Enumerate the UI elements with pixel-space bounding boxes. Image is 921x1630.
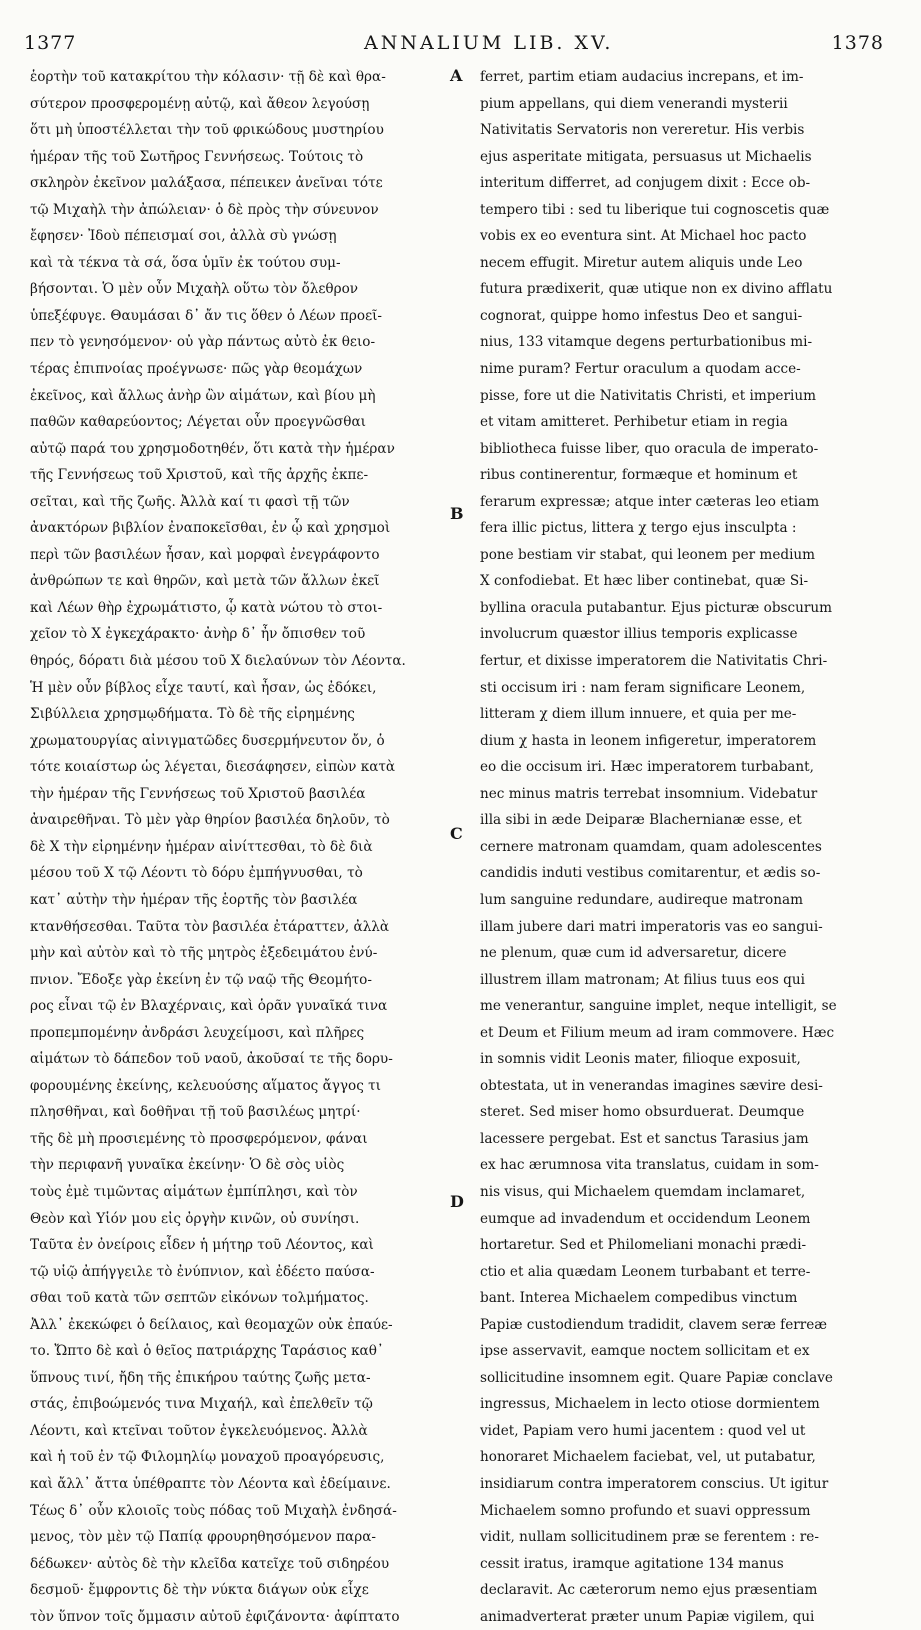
greek-text-line: ἡμέραν τῆς τοῦ Σωτῆρος Γεννήσεως. Τούτοις τὸ xyxy=(30,148,364,165)
latin-text-line: Nativitatis Servatoris non vereretur. His verbis xyxy=(480,122,805,139)
greek-text-line: Σιβύλλεια χρησμῳδήματα. Τὸ δὲ τῆς εἰρημένης xyxy=(30,706,355,723)
latin-text-line: pone bestiam vir stabat, qui leonem per medium xyxy=(480,546,816,563)
latin-text-line: me venerantur, sanguine implet, neque intelligit, se xyxy=(480,998,837,1015)
latin-text-line: bibliotheca fuisse liber, quo oracula de imperato- xyxy=(480,440,819,457)
greek-text-line: χεῖον τὸ Χ ἐγκεχάρακτο· ἀνὴρ δ᾽ ἦν ὄπισθεν τοῦ xyxy=(30,626,366,643)
greek-text-line: καὶ ἡ τοῦ ἐν τῷ Φιλομηλίῳ μοναχοῦ προαγόρευσις, xyxy=(30,1449,385,1466)
greek-text-column xyxy=(30,64,448,1625)
greek-text-line: Ταῦτα ἐν ὀνείροις εἶδεν ἡ μήτηρ τοῦ Λέοντος, καὶ xyxy=(30,1237,374,1254)
latin-text-line: ferarum expressæ; atque inter cæteras leo etiam xyxy=(480,493,820,510)
greek-text-line: στάς, ἐπιβοώμενός τινα Μιχαήλ, καὶ ἐπελθεῖν τῷ xyxy=(30,1396,373,1413)
greek-text-line: Θεὸν καὶ Υἱόν μου εἰς ὀργὴν κινῶν, οὐ συνίησι. xyxy=(30,1210,360,1227)
greek-text-line: ἀνακτόρων βιβλίον ἐναποκεῖσθαι, ἐν ᾧ καὶ χρησμοὶ xyxy=(30,520,391,537)
latin-text-line: nec minus matris terrebat insomnium. Videbatur xyxy=(480,785,818,802)
latin-text-line: et vitam amitteret. Perhibetur etiam in regia xyxy=(480,414,788,431)
greek-text-line: τῆς δὲ μὴ προσιεμένης τὸ προσφερόμενον, φάναι xyxy=(30,1130,368,1147)
greek-text-line: καὶ Λέων θὴρ ἐχρωμάτιστο, ᾧ κατὰ νώτου τὸ στοι- xyxy=(30,599,383,616)
latin-text-line: bant. Interea Michaelem compedibus vinctum xyxy=(480,1290,798,1307)
greek-text-line: αὐτῷ παρά του χρησμοδοτηθέν, ὅτι κατὰ τὴν ἡμέραν xyxy=(30,440,395,457)
latin-text-line: ribus continerentur, formæque et hominum et xyxy=(480,467,798,484)
greek-text-line: χρωματουργίας αἰνιγματῶδες δυσερμήνευτον ὄν, ὁ xyxy=(30,732,385,749)
latin-text-line: litteram χ diem illum innuere, et quia per me- xyxy=(480,706,797,723)
latin-text-line: eo die occisum iri. Hæc imperatorem turbabant, xyxy=(480,759,814,776)
latin-text-line: ne plenum, quæ cum id adversaretur, dicere xyxy=(480,945,787,962)
left-page-number: 1377 xyxy=(24,32,77,54)
latin-text-line: vobis ex eo eventura sint. At Michael hoc pacto xyxy=(480,228,807,245)
latin-text-line: nis visus, qui Michaelem quemdam inclamaret, xyxy=(480,1183,806,1200)
latin-text-line: lacessere pergebat. Est et sanctus Tarasius jam xyxy=(480,1130,809,1147)
latin-text-line: honoraret Michaelem faciebat, vel, ut putabatur, xyxy=(480,1449,816,1466)
greek-text-line: σεῖται, καὶ τῆς ζωῆς. Ἀλλὰ καί τι φασὶ τῇ τῶν xyxy=(30,493,350,510)
latin-text-line: insidiarum contra imperatorem conscius. Ut igitur xyxy=(480,1475,829,1492)
latin-text-line: ipse asservavit, eamque noctem sollicitam et ex xyxy=(480,1343,810,1360)
latin-text-line: ctio et alia quædam Leonem turbabant et terre- xyxy=(480,1263,811,1280)
latin-text-line: in somnis vidit Leonis mater, filioque exposuit, xyxy=(480,1051,801,1068)
latin-text-line: cessit iratus, iramque agitatione 134 manus xyxy=(480,1555,784,1572)
greek-text-line: τῆς Γεννήσεως τοῦ Χριστοῦ, καὶ τῆς ἀρχῆς ἐκπε- xyxy=(30,467,369,484)
latin-text-column xyxy=(480,64,882,1625)
greek-text-line: πεν τὸ γενησόμενον· οὐ γὰρ πάντως αὐτὸ ἐκ θειο- xyxy=(30,334,376,351)
section-marker-c: C xyxy=(450,824,463,843)
latin-text-line: interitum differret, ad conjugem dixit : Ecce ob- xyxy=(480,175,811,192)
greek-text-line: δέδωκεν· αὐτὸς δὲ τὴν κλεῖδα κατεῖχε τοῦ σιδηρέου xyxy=(30,1555,390,1572)
latin-text-line: lum sanguine redundare, audireque matronam xyxy=(480,891,803,908)
greek-text-line: σθαι τοῦ κατὰ τῶν σεπτῶν εἰκόνων τολμήματος. xyxy=(30,1290,369,1307)
section-marker-a: A xyxy=(450,66,463,85)
latin-text-line: byllina oracula putabantur. Ejus picturæ obscurum xyxy=(480,599,833,616)
greek-text-line: Ἡ μὲν οὖν βίβλος εἶχε ταυτί, καὶ ἦσαν, ὡς ἐδόκει, xyxy=(30,679,377,696)
greek-text-line: τῷ υἱῷ ἀπήγγειλε τὸ ἐνύπνιον, καὶ ἐδέετο παύσα- xyxy=(30,1263,375,1280)
latin-text-line: obtestata, ut in venerandas imagines sævire desi- xyxy=(480,1077,823,1094)
page-header xyxy=(24,32,884,62)
greek-text-line: βήσονται. Ὁ μὲν οὖν Μιχαὴλ οὕτω τὸν ὄλεθρον xyxy=(30,281,359,298)
greek-text-line: τὴν ἡμέραν τῆς Γεννήσεως τοῦ Χριστοῦ βασιλέα xyxy=(30,785,366,802)
latin-text-line: sollicitudine insomnem egit. Quare Papiæ conclave xyxy=(480,1369,833,1386)
greek-text-line: ἔφησεν· Ἰδοὺ πέπεισμαί σοι, ἀλλὰ σὺ γνώσῃ xyxy=(30,228,337,245)
latin-text-line: et Deum et Filium meum ad iram commovere. Hæc xyxy=(480,1024,835,1041)
latin-text-line: videt, Papiam vero humi jacentem : quod vel ut xyxy=(480,1422,806,1439)
latin-text-line: declaravit. Ac cæterorum nemo ejus præsentiam xyxy=(480,1582,818,1599)
latin-text-line: nime puram? Fertur oraculum a quodam acce- xyxy=(480,361,801,378)
latin-text-line: involucrum quæstor illius temporis explicasse xyxy=(480,626,798,643)
latin-text-line: animadverterat præter unum Papiæ vigilem, qui xyxy=(480,1608,815,1625)
latin-text-line: sti occisum iri : nam feram significare Leonem, xyxy=(480,679,806,696)
greek-text-line: ὑπεξέφυγε. Θαυμάσαι δ᾽ ἄν τις ὅθεν ὁ Λέων προεῖ- xyxy=(30,307,383,324)
greek-text-line: μέσου τοῦ Χ τῷ Λέοντι τὸ δόρυ ἐμπήγνυσθαι, τὸ xyxy=(30,865,363,882)
greek-text-line: τὸν ὕπνον τοῖς ὄμμασιν αὐτοῦ ἐφιζάνοντα· ἀφίπτατο xyxy=(30,1608,400,1625)
greek-text-line: καὶ τὰ τέκνα τὰ σά, ὅσα ὑμῖν ἐκ τούτου συμ- xyxy=(30,254,341,271)
latin-text-line: illam jubere dari matri imperatoris vas eo sangui- xyxy=(480,918,823,935)
latin-text-line: eumque ad invadendum et occidendum Leonem xyxy=(480,1210,811,1227)
latin-text-line: ex hac ærumnosa vita translatus, cuidam in som- xyxy=(480,1157,819,1174)
latin-text-line: X confodiebat. Et hæc liber continebat, quæ Si- xyxy=(480,573,809,590)
greek-text-line: πλησθῆναι, καὶ δοθῆναι τῇ τοῦ βασιλέως μητρί· xyxy=(30,1104,361,1121)
latin-text-line: steret. Sed miser homo obsurduerat. Deumque xyxy=(480,1104,805,1121)
latin-text-line: ingressus, Michaelem in lecto otiose dormientem xyxy=(480,1396,820,1413)
latin-text-line: Papiæ custodiendum tradidit, clavem seræ ferreæ xyxy=(480,1316,828,1333)
latin-text-line: fera illic pictus, littera χ tergo ejus insculpta : xyxy=(480,520,797,537)
latin-text-line: pisse, fore ut die Nativitatis Christi, et imperium xyxy=(480,387,816,404)
greek-text-line: Λέοντι, καὶ κτεῖναι τοῦτον ἐγκελευόμενος. Ἀλλὰ xyxy=(30,1422,368,1439)
greek-text-line: Τέως δ᾽ οὖν κλοιοῖς τοὺς πόδας τοῦ Μιχαὴλ ἐνδησά- xyxy=(30,1502,397,1519)
greek-text-line: φορουμένης ἐκείνης, κελευούσης αἵματος ἄγγος τι xyxy=(30,1077,382,1094)
latin-text-line: cernere matronam quamdam, quam adolescentes xyxy=(480,838,822,855)
latin-text-line: futura prædixerit, quæ utique non ex divino afflatu xyxy=(480,281,833,298)
greek-text-line: τοὺς ἐμὲ τιμῶντας αἱμάτων ἐμπίπλησι, καὶ τὸν xyxy=(30,1183,358,1200)
latin-text-line: fertur, et dixisse imperatorem die Nativitatis Chri- xyxy=(480,653,828,670)
greek-text-line: ἀνθρώπων τε καὶ θηρῶν, καὶ μετὰ τῶν ἄλλων ἐκεῖ xyxy=(30,573,380,590)
greek-text-line: ἐκεῖνος, καὶ ἄλλως ἀνὴρ ὢν αἱμάτων, καὶ βίου μὴ xyxy=(30,387,376,404)
latin-text-line: dium χ hasta in leonem infigeretur, imperatorem xyxy=(480,732,817,749)
greek-text-line: τότε κοιαίστωρ ὡς λέγεται, διεσάφησεν, εἰπὼν κατὰ xyxy=(30,759,396,776)
latin-text-line: illa sibi in æde Deiparæ Blachernianæ esse, et xyxy=(480,812,802,829)
greek-text-line: ἀναιρεθῆναι. Τὸ μὲν γὰρ θηρίον βασιλέα δηλοῦν, τὸ xyxy=(30,812,390,829)
section-markers xyxy=(450,64,476,1514)
greek-text-line: περὶ τῶν βασιλέων ἦσαν, καὶ μορφαὶ ἐνεγράφοντο xyxy=(30,546,380,563)
greek-text-line: σύτερον προσφερομένῃ αὐτῷ, καὶ ἄθεον λεγούσῃ xyxy=(30,95,370,112)
greek-text-line: τέρας ἐπιπνοίας προέγνωσε· πῶς γὰρ θεομάχων xyxy=(30,361,363,378)
section-marker-b: B xyxy=(450,504,464,523)
latin-text-line: tempero tibi : sed tu liberique tui cognoscetis quæ xyxy=(480,201,830,218)
greek-text-line: κατ᾽ αὐτὴν τὴν ἡμέραν τῆς ἑορτῆς τὸν βασιλέα xyxy=(30,891,358,908)
greek-text-line: πνιον. Ἔδοξε γὰρ ἐκείνη ἐν τῷ ναῷ τῆς Θεομήτο- xyxy=(30,971,372,988)
latin-text-line: vidit, nullam sollicitudinem præ se ferentem : re- xyxy=(480,1529,819,1546)
latin-text-line: Michaelem somno profundo et suavi oppressum xyxy=(480,1502,811,1519)
latin-text-line: ferret, partim etiam audacius increpans, et im- xyxy=(480,69,804,85)
greek-text-line: μὴν καὶ αὐτὸν καὶ τὸ τῆς μητρὸς ἐξεδειμάτου ἐνύ- xyxy=(30,945,378,962)
greek-text-line: ρος εἶναι τῷ ἐν Βλαχέρναις, καὶ ὁρᾶν γυναῖκά τινα xyxy=(30,998,388,1015)
greek-text-line: το. Ὤπτο δὲ καὶ ὁ θεῖος πατριάρχης Ταράσιος καθ᾽ xyxy=(30,1343,384,1360)
greek-text-line: τὴν περιφανῆ γυναῖκα ἐκείνην· Ὁ δὲ σὸς υἱὸς xyxy=(30,1157,345,1174)
latin-text-line: nius, 133 vitamque degens perturbationibus mi- xyxy=(480,334,813,351)
greek-text-line: δεσμοῦ· ἔμφροντις δὲ τὴν νύκτα διάγων οὐκ εἶχε xyxy=(30,1582,369,1599)
greek-text-line: θηρός, δόρατι διὰ μέσου τοῦ Χ διελαύνων τὸν Λέοντα. xyxy=(30,653,406,670)
latin-text-line: pium appellans, qui diem venerandi mysterii xyxy=(480,95,788,112)
greek-text-line: τῷ Μιχαὴλ τὴν ἀπώλειαν· ὁ δὲ πρὸς τὴν σύνευνον xyxy=(30,201,379,218)
latin-text-line: necem effugit. Miretur autem aliquis unde Leo xyxy=(480,254,803,271)
greek-text-line: προπεμπομένην ἀνδράσι λευχείμοσι, καὶ πλῆρες xyxy=(30,1024,365,1041)
greek-text-line: κτανθήσεσθαι. Ταῦτα τὸν βασιλέα ἐτάραττεν, ἀλλὰ xyxy=(30,918,390,935)
running-title: ANNALIUM LIB. XV. xyxy=(364,32,614,54)
greek-text-line: ἑορτὴν τοῦ κατακρίτου τὴν κόλασιν· τῇ δὲ καὶ θρα- xyxy=(30,69,386,85)
greek-text-line: Ἀλλ᾽ ἐκεκώφει ὁ δείλαιος, καὶ θεομαχῶν οὐκ ἐπαύε- xyxy=(30,1316,393,1333)
section-marker-d: D xyxy=(450,1192,464,1211)
greek-text-line: ὕπνους τινί, ἤδη τῆς ἐπικήρου ταύτης ζωῆς μετα- xyxy=(30,1369,371,1386)
latin-text-line: illustrem illam matronam; At filius tuus eos qui xyxy=(480,971,805,988)
greek-text-line: ὅτι μὴ ὑποστέλλεται τὴν τοῦ φρικώδους μυστηρίου xyxy=(30,122,384,139)
latin-text-line: cognorat, quippe homo infestus Deo et sangui- xyxy=(480,307,803,324)
latin-text-line: ejus asperitate mitigata, persuasus ut Michaelis xyxy=(480,148,812,165)
greek-text-line: παθῶν καθαρεύοντος; Λέγεται οὖν προεγνῶσθαι xyxy=(30,414,366,431)
right-page-number: 1378 xyxy=(831,32,884,54)
greek-text-line: σκληρὸν ἐκεῖνον μαλάξασα, πέπεικεν ἀνεῖναι τότε xyxy=(30,175,383,192)
latin-text-line: candidis induti vestibus comitarentur, et ædis so- xyxy=(480,865,821,882)
greek-text-line: μενος, τὸν μὲν τῷ Παπίᾳ φρουρηθησόμενον παρα- xyxy=(30,1529,376,1546)
latin-text-line: hortaretur. Sed et Philomeliani monachi prædi- xyxy=(480,1237,807,1254)
greek-text-line: αἱμάτων τὸ δάπεδον τοῦ ναοῦ, ἀκοῦσαί τε τῆς δορυ- xyxy=(30,1051,393,1068)
greek-text-line: δὲ Χ τὴν εἰρημένην ἡμέραν αἰνίττεσθαι, τὸ δὲ διὰ xyxy=(30,838,373,855)
greek-text-line: καὶ ἄλλ᾽ ἄττα ὑπέθραπτε τὸν Λέοντα καὶ ἐδείμαινε. xyxy=(30,1475,391,1492)
